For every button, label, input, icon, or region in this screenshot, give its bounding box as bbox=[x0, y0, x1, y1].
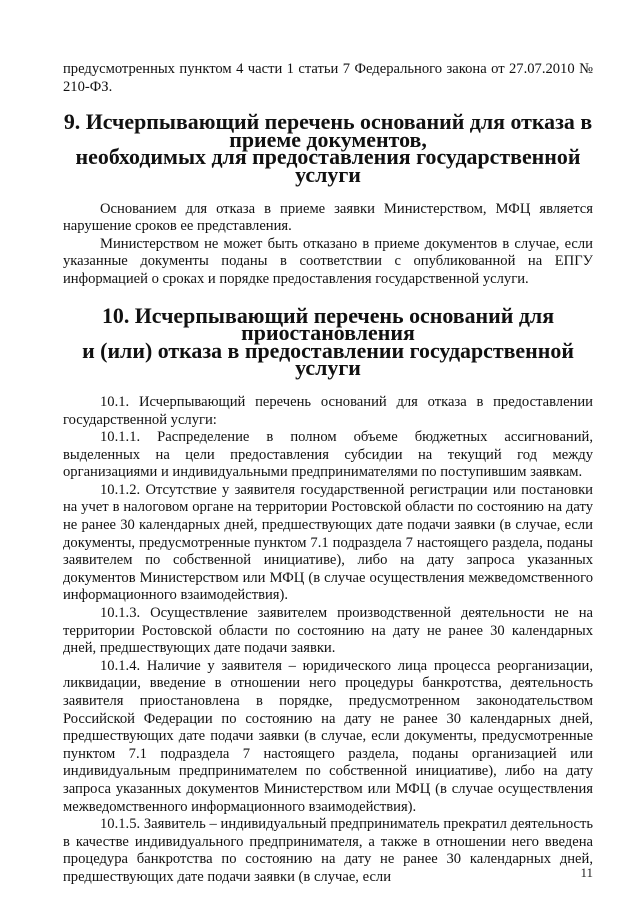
page-content bbox=[63, 61, 593, 887]
section-9-heading-line-1: 9. Исчерпывающий перечень оснований для отказа в приеме документов, bbox=[63, 109, 593, 152]
section-9-heading-line-2: необходимых для предоставления государственной услуги bbox=[75, 144, 581, 187]
clause-10-1-5: 10.1.5. Заявитель – индивидуальный предприниматель прекратил деятельность в качестве индивидуального предпринимателя, а также в отношении него введена процедура банкротства по состоянию на дату не ранее 30 календарных дней, предшествующих дате подачи заявки (в случае, если bbox=[63, 816, 593, 885]
clause-10-1-4: 10.1.4. Наличие у заявителя – юридического лица процесса реорганизации, ликвидации, введение в отношении него процедуры банкротства, деятельность заявителя приостановлена в порядке, предусмотренном законодательством Российской Федерации по состоянию на дату не ранее 30 календарных дней, предшествующих дате подачи заявки (в случае, если документы, предусмотренные пунктом 7.1 подраздела 7 настоящего раздела, поданы организацией или индивидуальным предпринимателем по собственной инициативе), либо на дату запроса указанных документов Министерством или МФЦ (в случае осуществления межведомственного информационного взаимодействия). bbox=[63, 657, 593, 815]
section-10-heading-line-2: и (или) отказа в предоставлении государственной услуги bbox=[82, 337, 574, 381]
intro-paragraph: предусмотренных пунктом 4 части 1 статьи 7 Федерального закона от 27.07.2010 № 210-ФЗ. bbox=[63, 61, 593, 95]
clause-10-1-3: 10.1.3. Осуществление заявителем производственной деятельности не на территории Ростовской области по состоянию на дату не ранее 30 календарных дней, предшествующих дате подачи заявки. bbox=[63, 605, 593, 657]
section-10-heading-line-1: 10. Исчерпывающий перечень оснований для приостановления bbox=[101, 302, 555, 346]
clause-10-1-2: 10.1.2. Отсутствие у заявителя государственной регистрации или постановки на учет в налоговом органе на территории Ростовской области по состоянию на дату не ранее 30 календарных дней, предшествующих дате подачи заявки (в случае, если документы, предусмотренные пунктом 7.1 подраздела 7 настоящего раздела, поданы заявителем по собственной инициативе), либо на дату запроса указанных документов Министерством или МФЦ (в случае осуществления межведомственного информационного взаимодействия). bbox=[63, 481, 593, 604]
section-9-paragraph-2: Министерством не может быть отказано в приеме документов в случае, если указанные документы поданы в соответствии с опубликованной на ЕПГУ информацией о сроках и порядке предоставления государственной услуги. bbox=[63, 235, 593, 287]
section-10-heading bbox=[63, 302, 593, 381]
clause-10-1: 10.1. Исчерпывающий перечень оснований для отказа в предоставлении государственной услуги: bbox=[63, 393, 593, 428]
page-number: 11 bbox=[580, 865, 593, 880]
section-9-paragraph-1: Основанием для отказа в приеме заявки Министерством, МФЦ является нарушение сроков ее представления. bbox=[63, 200, 593, 235]
section-9-heading bbox=[63, 109, 593, 187]
clause-10-1-1: 10.1.1. Распределение в полном объеме бюджетных ассигнований, выделенных на цели предоставления субсидии на текущий год между организациями и индивидуальными предпринимателями по поступившим заявкам. bbox=[63, 429, 593, 481]
